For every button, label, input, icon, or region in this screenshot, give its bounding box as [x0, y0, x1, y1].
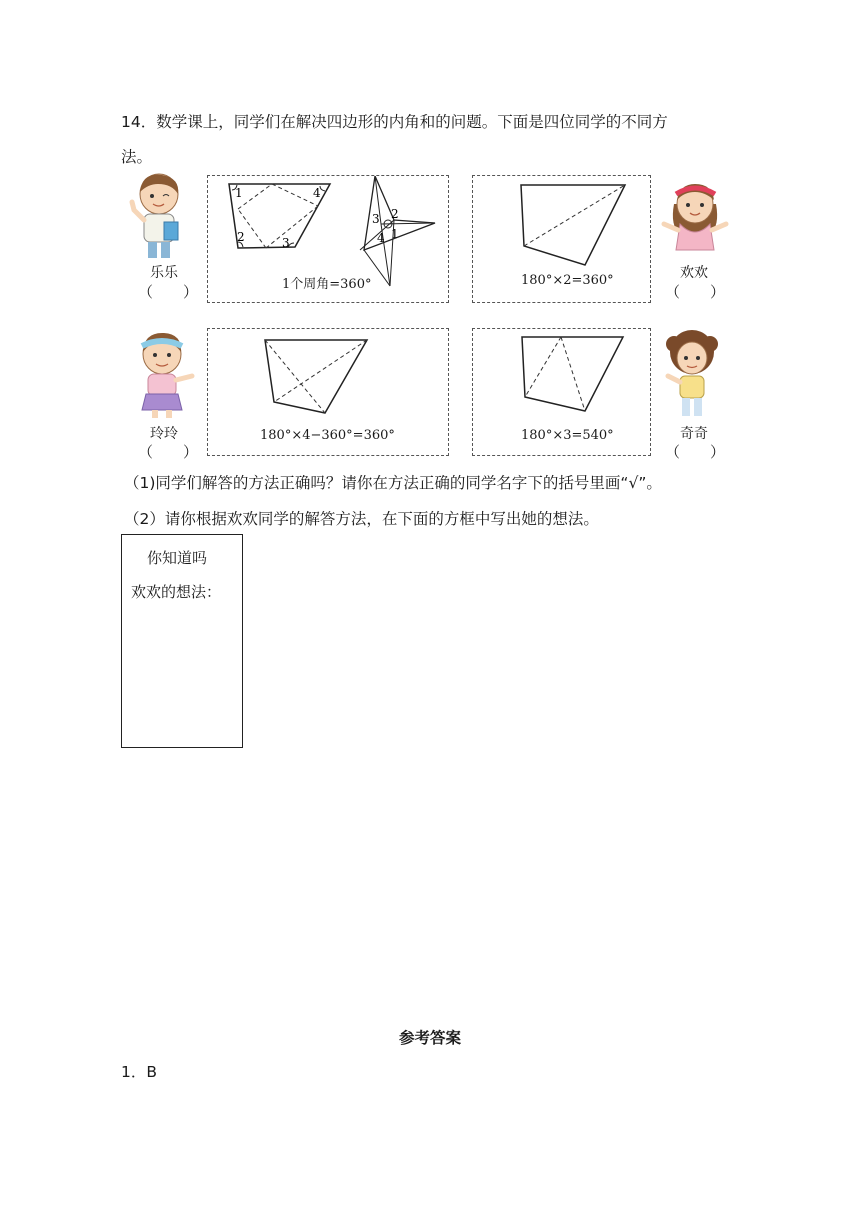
- answers-title: 参考答案: [398, 1029, 461, 1047]
- huanhuan-answer-parentheses[interactable]: （ ）: [665, 283, 726, 301]
- combined-angle-label-3: 3: [372, 212, 380, 226]
- lele-answer-parentheses[interactable]: （ ）: [138, 283, 199, 301]
- combined-angle-label-1: 1: [391, 227, 399, 241]
- lingling-formula: 180°×4−360°=360°: [260, 428, 395, 443]
- qiqi-name: 奇奇: [680, 426, 708, 442]
- lele-angle-label-1: 1: [235, 186, 243, 200]
- combined-angle-label-2: 2: [391, 207, 399, 221]
- lele-name: 乐乐: [150, 265, 178, 281]
- subquestion-2: （2）请你根据欢欢同学的解答方法，在下面的方框中写出她的想法。: [124, 510, 599, 528]
- lingling-name: 玲玲: [150, 426, 178, 442]
- lingling-avatar-illustration: [128, 330, 200, 420]
- huanhuan-method-box: [472, 175, 651, 303]
- lele-angle-label-2: 2: [237, 230, 245, 244]
- qiqi-avatar-illustration: [660, 330, 724, 420]
- huanhuan-thought-answer-box[interactable]: [121, 534, 243, 748]
- lele-formula: 1个周角=360°: [282, 277, 372, 292]
- lele-method-box: [207, 175, 449, 303]
- thought-box-prompt: 欢欢的想法：: [131, 583, 222, 601]
- lele-angle-label-4: 4: [313, 186, 321, 200]
- huanhuan-avatar-illustration: [660, 180, 730, 256]
- lingling-method-box: [207, 328, 449, 456]
- huanhuan-name: 欢欢: [680, 265, 708, 281]
- lingling-answer-parentheses[interactable]: （ ）: [138, 443, 199, 461]
- lele-angle-label-3: 3: [282, 236, 290, 250]
- qiqi-answer-parentheses[interactable]: （ ）: [665, 443, 726, 461]
- subquestion-1: （1)同学们解答的方法正确吗？请你在方法正确的同学名字下的括号里画“√”。: [124, 474, 662, 492]
- lele-avatar-illustration: [128, 172, 190, 262]
- question-text-line2: 法。: [121, 148, 153, 166]
- question-text-line1: 14．数学课上，同学们在解决四边形的内角和的问题。下面是四位同学的不同方: [121, 113, 668, 131]
- huanhuan-formula: 180°×2=360°: [521, 273, 614, 288]
- qiqi-method-box: [472, 328, 651, 456]
- answer-item-1: 1．B: [121, 1063, 157, 1081]
- thought-box-heading: 你知道吗: [147, 549, 208, 567]
- qiqi-formula: 180°×3=540°: [521, 428, 614, 443]
- combined-angle-label-4: 4: [377, 231, 385, 245]
